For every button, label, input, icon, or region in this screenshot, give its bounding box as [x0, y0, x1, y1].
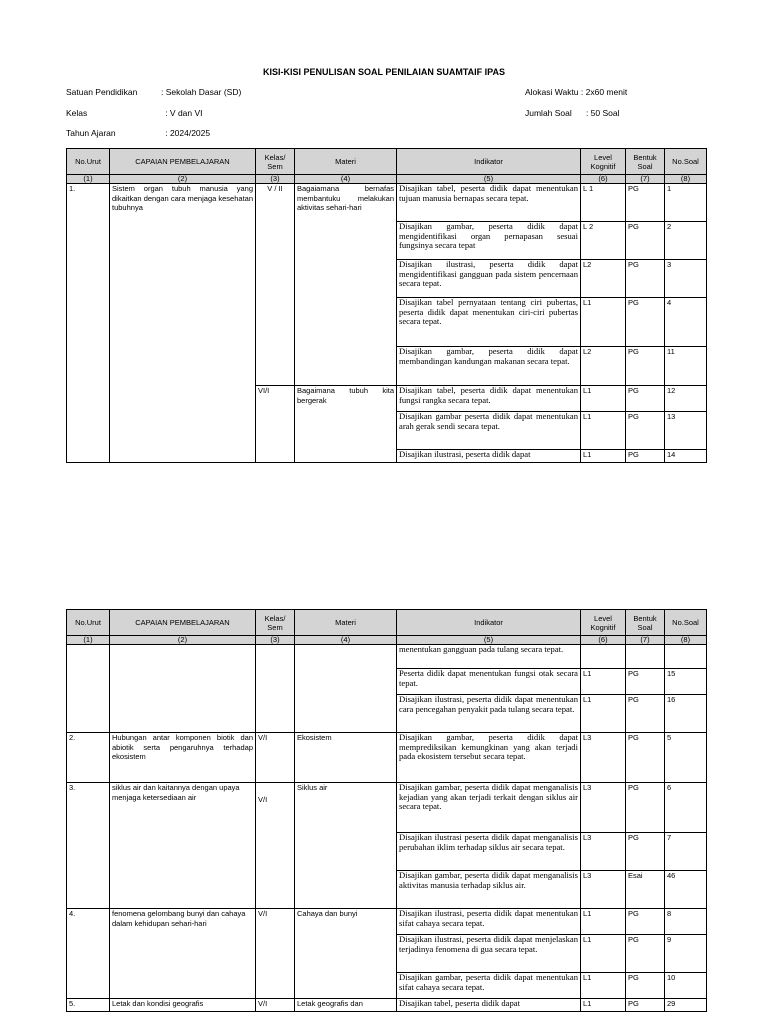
- materi-cell: Bagaimana tubuh kita bergerak: [295, 386, 397, 463]
- no-soal-cell: 4: [665, 298, 707, 347]
- bentuk-cell: PG: [626, 695, 665, 733]
- level-cell: L2: [581, 347, 626, 386]
- num-6: (6): [581, 636, 626, 645]
- num-4: (4): [295, 636, 397, 645]
- level-cell: L3: [581, 833, 626, 871]
- table-row: [67, 783, 707, 833]
- level-cell: L1: [581, 695, 626, 733]
- bentuk-cell: PG: [626, 347, 665, 386]
- num-6: (6): [581, 175, 626, 184]
- level-cell: L 2: [581, 222, 626, 260]
- indikator-cell: Disajikan gambar peserta didik dapat menentukan arah gerak sendi secara tepat.: [397, 412, 581, 450]
- kelas-cell: V/I: [256, 783, 295, 909]
- num-7: (7): [626, 175, 665, 184]
- num-2: (2): [110, 636, 256, 645]
- meta-tahun-ajaran: Tahun Ajaran : 2024/2025: [66, 128, 211, 138]
- header-level-kognitif: Level Kognitif: [581, 149, 626, 175]
- header-no-urut: No.Urut: [67, 610, 110, 636]
- no-soal-cell: 11: [665, 347, 707, 386]
- numbering-row: [67, 175, 707, 184]
- kelas-cell: VI/I: [256, 386, 295, 463]
- level-cell: L3: [581, 871, 626, 909]
- capaian-cell: Letak dan kondisi geografis: [110, 999, 256, 1012]
- num-7: (7): [626, 636, 665, 645]
- indikator-cell: Disajikan gambar, peserta didik dapat menganalisis kejadian yang akan terjadi terkait dengan siklus air secara tepat.: [397, 783, 581, 833]
- bentuk-cell: PG: [626, 260, 665, 298]
- header-bentuk-soal: Bentuk Soal: [626, 149, 665, 175]
- header-kelas-sem: Kelas/ Sem: [256, 149, 295, 175]
- num-3: (3): [256, 175, 295, 184]
- header-no-soal: No.Soal: [665, 610, 707, 636]
- no-soal-cell: 7: [665, 833, 707, 871]
- no-soal-cell: 2: [665, 222, 707, 260]
- num-8: (8): [665, 636, 707, 645]
- indikator-cell: Disajikan ilustrasi, peserta didik dapat menentukan sifat cahaya secara tepat.: [397, 909, 581, 935]
- bentuk-cell: [626, 645, 665, 669]
- kisi-kisi-table-page-2: [66, 609, 707, 1012]
- header-row: [67, 149, 707, 175]
- no-soal-cell: 9: [665, 935, 707, 973]
- kelas-cell: V/I: [256, 909, 295, 999]
- header-no-urut: No.Urut: [67, 149, 110, 175]
- bentuk-cell: PG: [626, 909, 665, 935]
- indikator-cell: Disajikan gambar, peserta didik dapat membandingan kandungan makanan secara tepat.: [397, 347, 581, 386]
- bentuk-cell: PG: [626, 386, 665, 412]
- no-soal-cell: 46: [665, 871, 707, 909]
- no-soal-cell: 8: [665, 909, 707, 935]
- header-kelas-sem: Kelas/ Sem: [256, 610, 295, 636]
- no-soal-cell: 10: [665, 973, 707, 999]
- bentuk-cell: PG: [626, 184, 665, 222]
- no-soal-cell: [665, 645, 707, 669]
- no-soal-cell: 12: [665, 386, 707, 412]
- no-soal-cell: 5: [665, 733, 707, 783]
- bentuk-cell: PG: [626, 999, 665, 1012]
- indikator-cell: menentukan gangguan pada tulang secara tepat.: [397, 645, 581, 669]
- capaian-cell: [110, 645, 256, 733]
- num-5: (5): [397, 175, 581, 184]
- materi-cell: Ekosistem: [295, 733, 397, 783]
- header-no-soal: No.Soal: [665, 149, 707, 175]
- meta-satuan-pendidikan: Satuan Pendidikan : Sekolah Dasar (SD): [66, 87, 242, 97]
- bentuk-cell: PG: [626, 669, 665, 695]
- kelas-cell: V/I: [256, 999, 295, 1012]
- level-cell: L1: [581, 412, 626, 450]
- bentuk-cell: Esai: [626, 871, 665, 909]
- indikator-cell: Disajikan gambar, peserta didik dapat memprediksikan kemungkinan yang akan terjadi pada ekosistem tersebut secara tepat.: [397, 733, 581, 783]
- bentuk-cell: PG: [626, 935, 665, 973]
- bentuk-cell: PG: [626, 298, 665, 347]
- num-2: (2): [110, 175, 256, 184]
- indikator-cell: Disajikan ilustrasi peserta didik dapat menganalisis perubahan iklim terhadap siklus air secara tepat.: [397, 833, 581, 871]
- header-row: [67, 610, 707, 636]
- no-soal-cell: 13: [665, 412, 707, 450]
- indikator-cell: Disajikan ilustrasi, peserta didik dapat menjelaskan terjadinya fenomena di gua secara tepat.: [397, 935, 581, 973]
- meta-alokasi-waktu: Alokasi Waktu : 2x60 menit: [525, 87, 628, 97]
- header-indikator: Indikator: [397, 610, 581, 636]
- num-1: (1): [67, 175, 110, 184]
- no-soal-cell: 16: [665, 695, 707, 733]
- indikator-cell: Disajikan tabel, peserta didik dapat menentukan tujuan manusia bernapas secara tepat.: [397, 184, 581, 222]
- capaian-cell: fenomena gelombang bunyi dan cahaya dalam kehidupan sehari-hari: [110, 909, 256, 999]
- kelas-cell: V/I: [256, 733, 295, 783]
- bentuk-cell: PG: [626, 450, 665, 463]
- document-title: KISI-KISI PENULISAN SOAL PENILAIAN SUAMTAIF IPAS: [262, 67, 505, 77]
- level-cell: L1: [581, 669, 626, 695]
- num-1: (1): [67, 636, 110, 645]
- materi-cell: [295, 645, 397, 733]
- table-row: [67, 184, 707, 222]
- indikator-cell: Disajikan gambar, peserta didik dapat mengidentifikasi organ pernapasan sesuai fungsinya secara tepat: [397, 222, 581, 260]
- level-cell: L1: [581, 973, 626, 999]
- table-row: [67, 733, 707, 783]
- indikator-cell: Disajikan tabel pernyataan tentang ciri pubertas, peserta didik dapat menentukan ciri-ciri pubertas secara tepat.: [397, 298, 581, 347]
- level-cell: [581, 645, 626, 669]
- table-row: [67, 909, 707, 935]
- bentuk-cell: PG: [626, 733, 665, 783]
- header-indikator: Indikator: [397, 149, 581, 175]
- level-cell: L3: [581, 733, 626, 783]
- no-urut-cell: 4.: [67, 909, 110, 999]
- no-soal-cell: 3: [665, 260, 707, 298]
- capaian-cell: siklus air dan kaitannya dengan upaya menjaga ketersediaan air: [110, 783, 256, 909]
- indikator-cell: Disajikan ilustrasi, peserta didik dapat mengidentifikasi gangguan pada sistem pencernaan secara tepat.: [397, 260, 581, 298]
- materi-cell: Cahaya dan bunyi: [295, 909, 397, 999]
- indikator-cell: Disajikan gambar, peserta didik dapat menentukan sifat cahaya secara tepat.: [397, 973, 581, 999]
- materi-cell: Siklus air: [295, 783, 397, 909]
- header-bentuk-soal: Bentuk Soal: [626, 610, 665, 636]
- no-urut-cell: 1.: [67, 184, 110, 463]
- kelas-cell: V / II: [256, 184, 295, 386]
- kisi-kisi-table-page-1: [66, 148, 707, 463]
- header-materi: Materi: [295, 149, 397, 175]
- no-urut-cell: 5.: [67, 999, 110, 1012]
- materi-cell: Letak geografis dan: [295, 999, 397, 1012]
- indikator-cell: Disajikan ilustrasi, peserta didik dapat menentukan cara pencegahan penyakit pada tulang secara tepat.: [397, 695, 581, 733]
- level-cell: L1: [581, 386, 626, 412]
- bentuk-cell: PG: [626, 833, 665, 871]
- numbering-row: [67, 636, 707, 645]
- level-cell: L2: [581, 260, 626, 298]
- indikator-cell: Peserta didik dapat menentukan fungsi otak secara tepat.: [397, 669, 581, 695]
- level-cell: L1: [581, 999, 626, 1012]
- kelas-cell: [256, 645, 295, 733]
- header-level-kognitif: Level Kognitif: [581, 610, 626, 636]
- meta-jumlah-soal: Jumlah Soal : 50 Soal: [525, 108, 620, 118]
- bentuk-cell: PG: [626, 783, 665, 833]
- table-row: [67, 645, 707, 669]
- indikator-cell: Disajikan ilustrasi, peserta didik dapat: [397, 450, 581, 463]
- materi-cell: Bagaiamana bernafas membantuku melakukan aktivitas sehari-hari: [295, 184, 397, 386]
- no-urut-cell: 3.: [67, 783, 110, 909]
- no-soal-cell: 29: [665, 999, 707, 1012]
- table-row: [67, 999, 707, 1012]
- no-urut-cell: 2.: [67, 733, 110, 783]
- no-soal-cell: 14: [665, 450, 707, 463]
- level-cell: L 1: [581, 184, 626, 222]
- header-capaian-pembelajaran: CAPAIAN PEMBELAJARAN: [110, 610, 256, 636]
- level-cell: L1: [581, 298, 626, 347]
- level-cell: L3: [581, 783, 626, 833]
- bentuk-cell: PG: [626, 412, 665, 450]
- no-soal-cell: 1: [665, 184, 707, 222]
- level-cell: L1: [581, 450, 626, 463]
- num-5: (5): [397, 636, 581, 645]
- num-8: (8): [665, 175, 707, 184]
- header-capaian-pembelajaran: CAPAIAN PEMBELAJARAN: [110, 149, 256, 175]
- no-urut-cell: [67, 645, 110, 733]
- capaian-cell: Sistem organ tubuh manusia yang dikaitkan dengan cara menjaga kesehatan tubuhnya: [110, 184, 256, 463]
- num-3: (3): [256, 636, 295, 645]
- level-cell: L1: [581, 909, 626, 935]
- bentuk-cell: PG: [626, 222, 665, 260]
- meta-kelas: Kelas : V dan VI: [66, 108, 203, 118]
- indikator-cell: Disajikan tabel, peserta didik dapat menentukan fungsi rangka secara tepat.: [397, 386, 581, 412]
- num-4: (4): [295, 175, 397, 184]
- no-soal-cell: 15: [665, 669, 707, 695]
- bentuk-cell: PG: [626, 973, 665, 999]
- header-materi: Materi: [295, 610, 397, 636]
- level-cell: L1: [581, 935, 626, 973]
- capaian-cell: Hubungan antar komponen biotik dan abiotik serta pengaruhnya terhadap ekosistem: [110, 733, 256, 783]
- indikator-cell: Disajikan gambar, peserta didik dapat menganalisis aktivitas manusia terhadap siklus air.: [397, 871, 581, 909]
- indikator-cell: Disajikan tabel, peserta didik dapat: [397, 999, 581, 1012]
- no-soal-cell: 6: [665, 783, 707, 833]
